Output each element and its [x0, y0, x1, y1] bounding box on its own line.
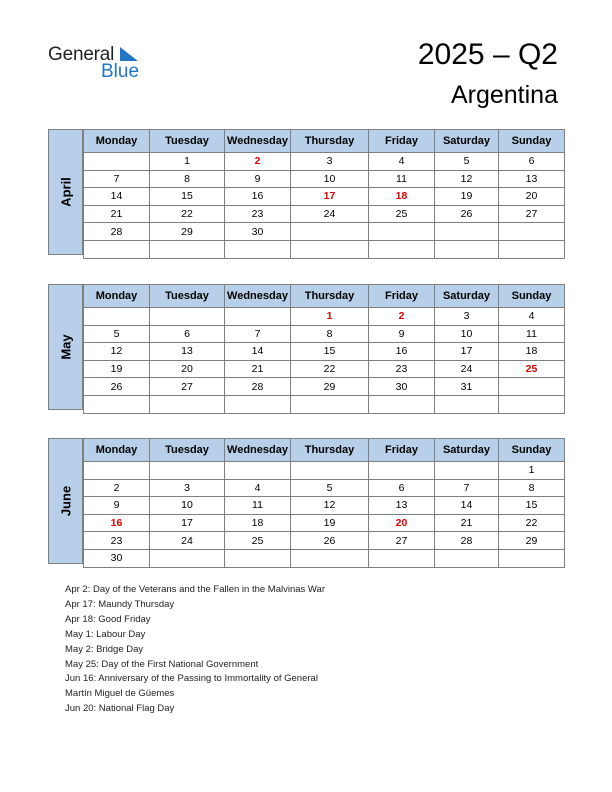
day-cell: 17 [150, 514, 225, 532]
weekday-header: Thursday [291, 130, 369, 153]
day-cell: 9 [369, 325, 435, 343]
holiday-note: Jun 20: National Flag Day [65, 703, 175, 715]
day-cell: 14 [435, 497, 499, 515]
week-row [84, 170, 565, 188]
day-cell: 29 [499, 532, 565, 550]
month-calendar-table [83, 129, 565, 259]
weekday-header: Friday [369, 130, 435, 153]
day-cell: 6 [499, 153, 565, 171]
day-cell: 4 [225, 479, 291, 497]
day-cell: 5 [291, 479, 369, 497]
month-calendar-table [83, 284, 565, 414]
day-cell: 26 [84, 378, 150, 396]
day-cell: 22 [150, 205, 225, 223]
country-title: Argentina [450, 81, 558, 109]
day-cell: 19 [84, 360, 150, 378]
day-cell: 1 [291, 308, 369, 326]
empty-day-cell [435, 462, 499, 480]
week-row [84, 343, 565, 361]
day-cell: 25 [499, 360, 565, 378]
week-row [84, 360, 565, 378]
weekday-header: Friday [369, 439, 435, 462]
weekday-header: Wednesday [225, 285, 291, 308]
day-cell: 9 [225, 170, 291, 188]
day-cell: 11 [225, 497, 291, 515]
empty-day-cell [369, 395, 435, 413]
empty-day-cell [84, 462, 150, 480]
empty-day-cell [369, 240, 435, 258]
empty-day-cell [150, 240, 225, 258]
day-cell: 27 [150, 378, 225, 396]
day-cell: 18 [499, 343, 565, 361]
day-cell: 13 [369, 497, 435, 515]
day-cell: 1 [150, 153, 225, 171]
day-cell: 28 [225, 378, 291, 396]
day-cell: 18 [369, 188, 435, 206]
week-row [84, 514, 565, 532]
logo-text-general: General [48, 44, 115, 65]
day-cell: 6 [369, 479, 435, 497]
day-cell: 15 [291, 343, 369, 361]
month-block-may [48, 284, 564, 410]
weekday-header: Saturday [435, 130, 499, 153]
generalblue-logo [48, 44, 148, 82]
holiday-note: May 1: Labour Day [65, 628, 146, 640]
day-cell: 26 [435, 205, 499, 223]
day-cell: 8 [499, 479, 565, 497]
empty-day-cell [499, 549, 565, 567]
day-cell: 29 [291, 378, 369, 396]
empty-day-cell [435, 549, 499, 567]
week-row [84, 378, 565, 396]
holiday-notes [65, 583, 325, 717]
day-cell: 23 [225, 205, 291, 223]
day-cell: 30 [369, 378, 435, 396]
day-cell: 5 [84, 325, 150, 343]
day-cell: 3 [150, 479, 225, 497]
day-cell: 26 [291, 532, 369, 550]
day-cell: 17 [291, 188, 369, 206]
weekday-header: Friday [369, 285, 435, 308]
day-cell: 4 [499, 308, 565, 326]
month-side-label [48, 438, 83, 564]
day-cell: 10 [435, 325, 499, 343]
day-cell: 12 [435, 170, 499, 188]
empty-day-cell [369, 223, 435, 241]
day-cell: 20 [150, 360, 225, 378]
day-cell: 28 [84, 223, 150, 241]
empty-day-cell [499, 240, 565, 258]
empty-day-cell [225, 549, 291, 567]
holiday-note: Jun 16: Anniversary of the Passing to Immortality of General [65, 673, 318, 685]
day-cell: 17 [435, 343, 499, 361]
weekday-header: Monday [84, 130, 150, 153]
day-cell: 30 [225, 223, 291, 241]
day-cell: 25 [225, 532, 291, 550]
day-cell: 13 [499, 170, 565, 188]
day-cell: 7 [225, 325, 291, 343]
weekday-header: Thursday [291, 285, 369, 308]
day-cell: 8 [291, 325, 369, 343]
empty-day-cell [84, 153, 150, 171]
week-row [84, 549, 565, 567]
week-row [84, 462, 565, 480]
weekday-header: Saturday [435, 439, 499, 462]
week-row [84, 532, 565, 550]
quarter-title: 2025 – Q2 [417, 38, 558, 71]
empty-day-cell [150, 308, 225, 326]
empty-day-cell [291, 240, 369, 258]
month-calendar-table [83, 438, 565, 568]
day-cell: 20 [499, 188, 565, 206]
week-row [84, 325, 565, 343]
day-cell: 21 [435, 514, 499, 532]
month-name: April [58, 177, 73, 207]
empty-day-cell [435, 395, 499, 413]
month-side-label [48, 284, 83, 410]
day-cell: 2 [369, 308, 435, 326]
day-cell: 21 [84, 205, 150, 223]
week-row [84, 223, 565, 241]
month-side-label [48, 129, 83, 255]
empty-day-cell [225, 308, 291, 326]
weekday-header-row [84, 130, 565, 153]
day-cell: 3 [435, 308, 499, 326]
day-cell: 30 [84, 549, 150, 567]
empty-day-cell [84, 240, 150, 258]
empty-day-cell [435, 223, 499, 241]
logo-triangle-icon [120, 47, 138, 61]
weekday-header: Saturday [435, 285, 499, 308]
day-cell: 2 [84, 479, 150, 497]
day-cell: 5 [435, 153, 499, 171]
empty-day-cell [499, 223, 565, 241]
week-row [84, 240, 565, 258]
day-cell: 14 [84, 188, 150, 206]
empty-day-cell [225, 462, 291, 480]
day-cell: 6 [150, 325, 225, 343]
day-cell: 20 [369, 514, 435, 532]
weekday-header: Tuesday [150, 130, 225, 153]
day-cell: 1 [499, 462, 565, 480]
month-block-june [48, 438, 564, 564]
empty-day-cell [291, 462, 369, 480]
day-cell: 10 [150, 497, 225, 515]
day-cell: 18 [225, 514, 291, 532]
weekday-header: Tuesday [150, 285, 225, 308]
day-cell: 9 [84, 497, 150, 515]
day-cell: 15 [499, 497, 565, 515]
weekday-header: Wednesday [225, 439, 291, 462]
empty-day-cell [150, 462, 225, 480]
day-cell: 4 [369, 153, 435, 171]
day-cell: 31 [435, 378, 499, 396]
weekday-header: Sunday [499, 285, 565, 308]
day-cell: 16 [369, 343, 435, 361]
week-row [84, 395, 565, 413]
day-cell: 28 [435, 532, 499, 550]
weekday-header-row [84, 285, 565, 308]
empty-day-cell [84, 395, 150, 413]
day-cell: 22 [499, 514, 565, 532]
weekday-header: Tuesday [150, 439, 225, 462]
holiday-note: Apr 18: Good Friday [65, 613, 151, 625]
day-cell: 2 [225, 153, 291, 171]
weekday-header: Wednesday [225, 130, 291, 153]
weekday-header: Sunday [499, 439, 565, 462]
week-row [84, 188, 565, 206]
week-row [84, 205, 565, 223]
weekday-header: Sunday [499, 130, 565, 153]
day-cell: 21 [225, 360, 291, 378]
empty-day-cell [499, 395, 565, 413]
empty-day-cell [291, 395, 369, 413]
day-cell: 24 [150, 532, 225, 550]
empty-day-cell [369, 549, 435, 567]
week-row [84, 308, 565, 326]
empty-day-cell [84, 308, 150, 326]
day-cell: 29 [150, 223, 225, 241]
weekday-header-row [84, 439, 565, 462]
day-cell: 27 [499, 205, 565, 223]
day-cell: 10 [291, 170, 369, 188]
holiday-note: May 25: Day of the First National Government [65, 658, 259, 670]
day-cell: 24 [435, 360, 499, 378]
day-cell: 24 [291, 205, 369, 223]
holiday-note: Martín Miguel de Güemes [65, 688, 175, 700]
logo-text-blue: Blue [101, 61, 140, 82]
weekday-header: Monday [84, 439, 150, 462]
month-name: June [58, 485, 73, 517]
day-cell: 16 [225, 188, 291, 206]
day-cell: 7 [435, 479, 499, 497]
empty-day-cell [225, 240, 291, 258]
day-cell: 13 [150, 343, 225, 361]
holiday-note: Apr 2: Day of the Veterans and the Fallen in the Malvinas War [65, 584, 325, 595]
empty-day-cell [150, 395, 225, 413]
day-cell: 7 [84, 170, 150, 188]
day-cell: 14 [225, 343, 291, 361]
day-cell: 16 [84, 514, 150, 532]
week-row [84, 497, 565, 515]
day-cell: 3 [291, 153, 369, 171]
empty-day-cell [291, 549, 369, 567]
day-cell: 22 [291, 360, 369, 378]
empty-day-cell [369, 462, 435, 480]
weekday-header: Thursday [291, 439, 369, 462]
day-cell: 23 [369, 360, 435, 378]
weekday-header: Monday [84, 285, 150, 308]
month-name: May [58, 334, 73, 360]
week-row [84, 153, 565, 171]
empty-day-cell [225, 395, 291, 413]
empty-day-cell [499, 378, 565, 396]
day-cell: 23 [84, 532, 150, 550]
day-cell: 11 [369, 170, 435, 188]
empty-day-cell [150, 549, 225, 567]
day-cell: 27 [369, 532, 435, 550]
holiday-note: May 2: Bridge Day [65, 643, 144, 655]
day-cell: 12 [84, 343, 150, 361]
day-cell: 15 [150, 188, 225, 206]
day-cell: 12 [291, 497, 369, 515]
empty-day-cell [291, 223, 369, 241]
day-cell: 8 [150, 170, 225, 188]
day-cell: 25 [369, 205, 435, 223]
holiday-note: Apr 17: Maundy Thursday [65, 598, 175, 610]
week-row [84, 479, 565, 497]
month-block-april [48, 129, 564, 255]
day-cell: 19 [291, 514, 369, 532]
day-cell: 19 [435, 188, 499, 206]
day-cell: 11 [499, 325, 565, 343]
empty-day-cell [435, 240, 499, 258]
